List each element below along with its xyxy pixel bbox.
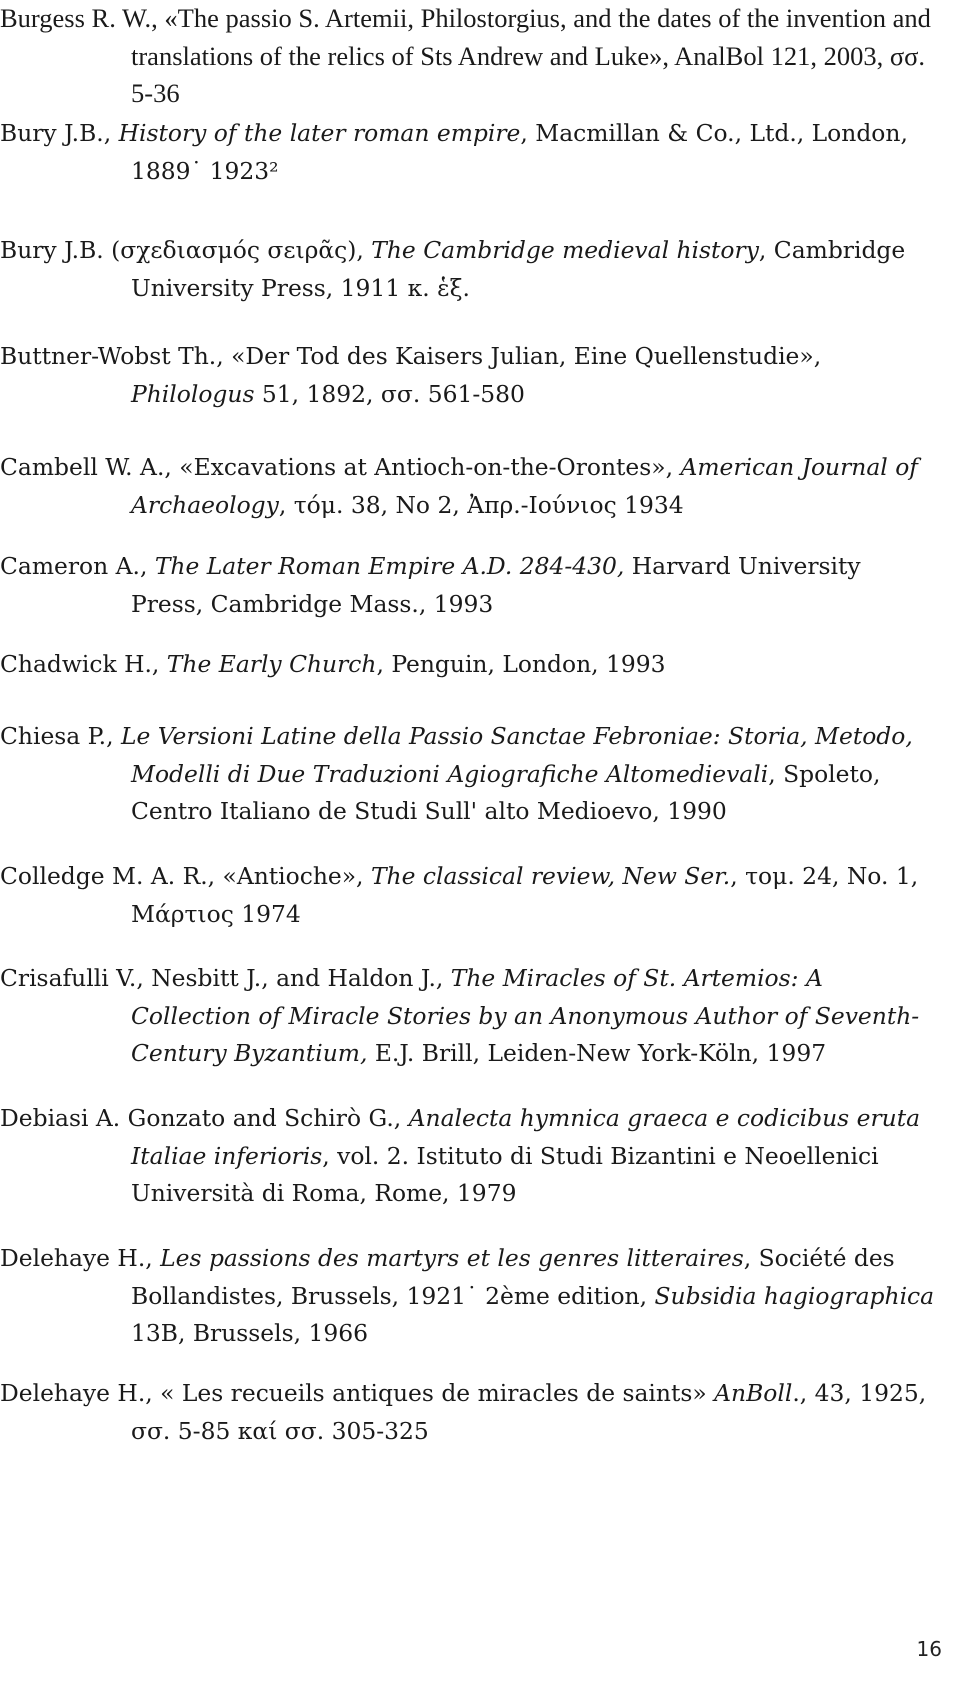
bibliography-entry — [0, 960, 935, 1073]
entry-title-italic: Analecta hymnica graeca e codicibus eruta Italiae inferioris — [131, 1104, 921, 1170]
entry-text: Chadwick H., — [0, 650, 167, 678]
entry-text: , τομ. 24, No. 1, Μάρτιος 1974 — [131, 862, 919, 928]
entry-text: Bury J.B., — [0, 119, 119, 147]
entry-text: Cameron A., — [0, 552, 155, 580]
entry-text: Harvard University Press, Cambridge Mass., 1993 — [131, 552, 861, 618]
entry-text: Bury J.B. (σχεδιασμός σειρᾶς), — [0, 236, 372, 264]
entry-title-italic: The Miracles of St. Artemios: A Collection of Miracle Stories by an Anonymous Author of Seventh-Century Byzantium, — [131, 964, 920, 1067]
entry-title-italic: American Journal of Archaeology — [131, 453, 918, 519]
entry-text: Debiasi A. Gonzato and Schirò G., — [0, 1104, 409, 1132]
entry-title-italic: Subsidia hagiographica — [654, 1281, 935, 1310]
bibliography-entry — [0, 449, 935, 524]
entry-text: ., 43, 1925, σσ. 5-85 καί σσ. 305-325 — [131, 1379, 927, 1445]
bibliography-entry — [0, 858, 935, 933]
page-number: 16 — [916, 1637, 942, 1661]
bibliography-entry — [0, 1375, 935, 1450]
entry-title-italic: Les passions des martyrs et les genres litteraires — [160, 1244, 744, 1272]
entry-text: Burgess R. W., «The passio S. Artemii, Philostorgius, and the dates of the invention and translations of the relics of Sts Andrew and Luke», AnalBol 121, 2003, σσ. 5-36 — [0, 3, 931, 108]
bibliography-entry — [0, 646, 935, 684]
entry-title-italic: Le Versioni Latine della Passio Sanctae Febroniae: Storia, Metodo, Modelli di Due Traduzioni Agiografiche Altomedievali — [120, 722, 913, 788]
entry-text: Cambell W. A., «Excavations at Antioch-on-the-Orontes», — [0, 453, 681, 481]
entry-text: , Penguin, London, 1993 — [376, 650, 666, 678]
bibliography-entry — [0, 115, 935, 190]
entry-title-italic: AnBoll — [714, 1379, 793, 1407]
entry-text: Delehaye H., « Les recueils antiques de miracles de saints» — [0, 1379, 715, 1407]
entry-title-italic: History of the later roman empire — [118, 119, 521, 147]
entry-text: , Cambridge University Press, 1911 κ. ἑξ. — [131, 236, 906, 302]
bibliography-entry — [0, 1100, 935, 1213]
entry-text: 51, 1892, σσ. 561-580 — [254, 379, 525, 408]
entry-text: , τόμ. 38, No 2, Ἀπρ.-Ιούνιος 1934 — [278, 490, 684, 519]
entry-title-italic: Philologus — [131, 379, 255, 408]
entry-text: Buttner-Wobst Th., «Der Tod des Kaisers Julian, Eine Quellenstudie», — [0, 342, 822, 370]
bibliography-entry — [0, 338, 935, 413]
entry-text: Crisafulli V., Nesbitt J., and Haldon J., — [0, 964, 451, 992]
entry-title-italic: The Later Roman Empire A.D. 284-430, — [154, 552, 625, 580]
entry-text: , vol. 2. Istituto di Studi Bizantini e Neoellenici Università di Roma, Rome, 1979 — [131, 1141, 879, 1207]
entry-text: Delehaye H., — [0, 1244, 161, 1272]
entry-text: E.J. Brill, Leiden-New York-Köln, 1997 — [367, 1039, 827, 1067]
bibliography-entry — [0, 548, 935, 623]
bibliography-entry — [0, 232, 935, 307]
entry-text: 13B, Brussels, 1966 — [131, 1319, 368, 1347]
entry-text: Colledge M. A. R., «Antioche», — [0, 862, 371, 890]
bibliography-entry — [0, 1240, 935, 1353]
entry-text: , Société des Bollandistes, Brussels, 1921˙ 2ème edition, — [131, 1244, 895, 1310]
entry-text: , Spoleto, Centro Italiano de Studi Sull' alto Medioevo, 1990 — [131, 759, 881, 825]
bibliography-entry — [0, 0, 935, 113]
bibliography-entry — [0, 718, 935, 831]
entry-title-italic: The Early Church — [166, 650, 377, 678]
entry-title-italic: The classical review, New Ser. — [370, 862, 731, 890]
entry-title-italic: The Cambridge medieval history — [371, 236, 759, 264]
entry-text: Chiesa P., — [0, 722, 121, 750]
entry-text: , Macmillan & Co., Ltd., London, 1889˙ 1923² — [131, 119, 908, 185]
